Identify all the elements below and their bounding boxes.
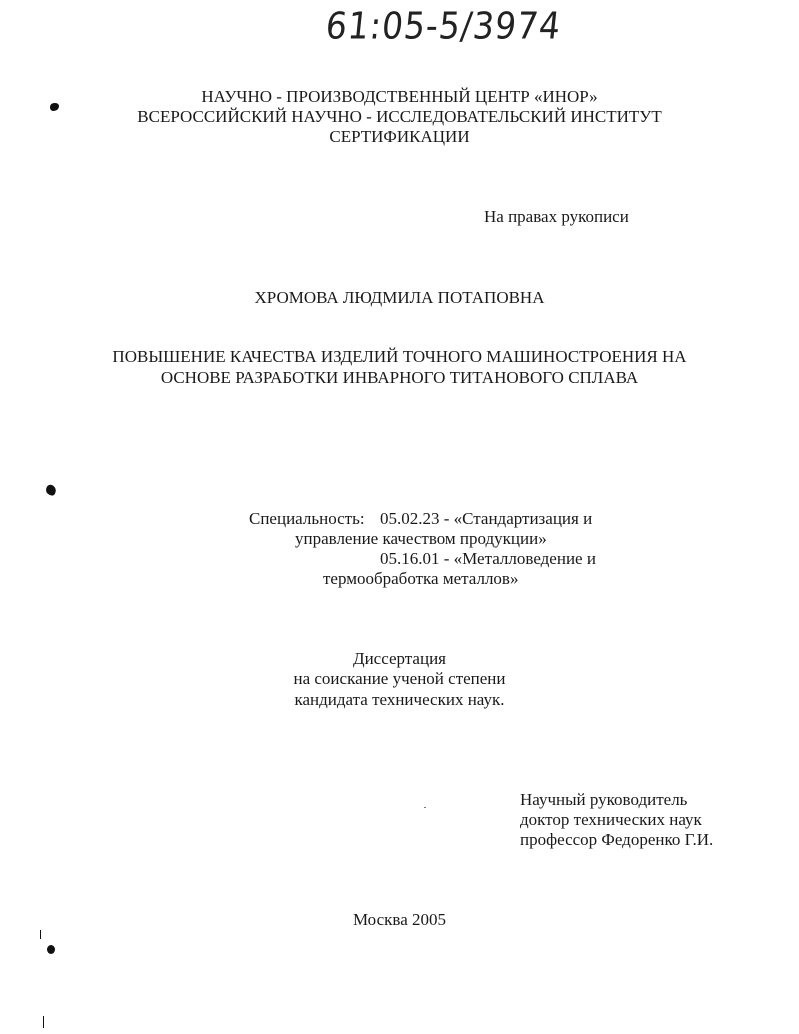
scan-speck xyxy=(424,807,426,808)
organization-line-1: НАУЧНО - ПРОИЗВОДСТВЕННЫЙ ЦЕНТР «ИНОР» xyxy=(201,87,598,106)
archive-number-handwritten: 61:05-5/3974 xyxy=(323,3,564,48)
manuscript-rights: На правах рукописи xyxy=(484,207,629,226)
supervisor-degree: доктор технических наук xyxy=(520,810,702,829)
specialty-2-line-2: термообработка металлов» xyxy=(323,569,519,588)
supervisor-label: Научный руководитель xyxy=(520,790,688,809)
scan-mark-dot xyxy=(45,484,58,497)
specialty-2-line-1: 05.16.01 - «Металловедение и xyxy=(380,549,596,568)
place-year: Москва 2005 xyxy=(352,910,447,929)
organization-line-3: СЕРТИФИКАЦИИ xyxy=(329,127,470,146)
dissertation-candidate-line: кандидата технических наук. xyxy=(294,690,505,709)
dissertation-label: Диссертация xyxy=(352,649,446,668)
scan-mark-line xyxy=(43,1016,44,1028)
dissertation-degree-line: на соискание ученой степени xyxy=(293,669,506,688)
specialty-label: Специальность: xyxy=(249,509,365,528)
supervisor-name: профессор Федоренко Г.И. xyxy=(520,830,714,849)
scan-mark-dot xyxy=(47,945,55,954)
specialty-1-line-2: управление качеством продукции» xyxy=(295,529,547,548)
organization-line-2: ВСЕРОССИЙСКИЙ НАУЧНО - ИССЛЕДОВАТЕЛЬСКИЙ ИНСТИТУТ xyxy=(137,107,662,126)
author-name: ХРОМОВА ЛЮДМИЛА ПОТАПОВНА xyxy=(254,288,545,307)
dissertation-title-line-2: ОСНОВЕ РАЗРАБОТКИ ИНВАРНОГО ТИТАНОВОГО СПЛАВА xyxy=(160,368,639,387)
scan-mark-line xyxy=(40,930,41,939)
specialty-1-line-1: 05.02.23 - «Стандартизация и xyxy=(380,509,593,528)
dissertation-title-line-1: ПОВЫШЕНИЕ КАЧЕСТВА ИЗДЕЛИЙ ТОЧНОГО МАШИНОСТРОЕНИЯ НА xyxy=(112,347,687,366)
